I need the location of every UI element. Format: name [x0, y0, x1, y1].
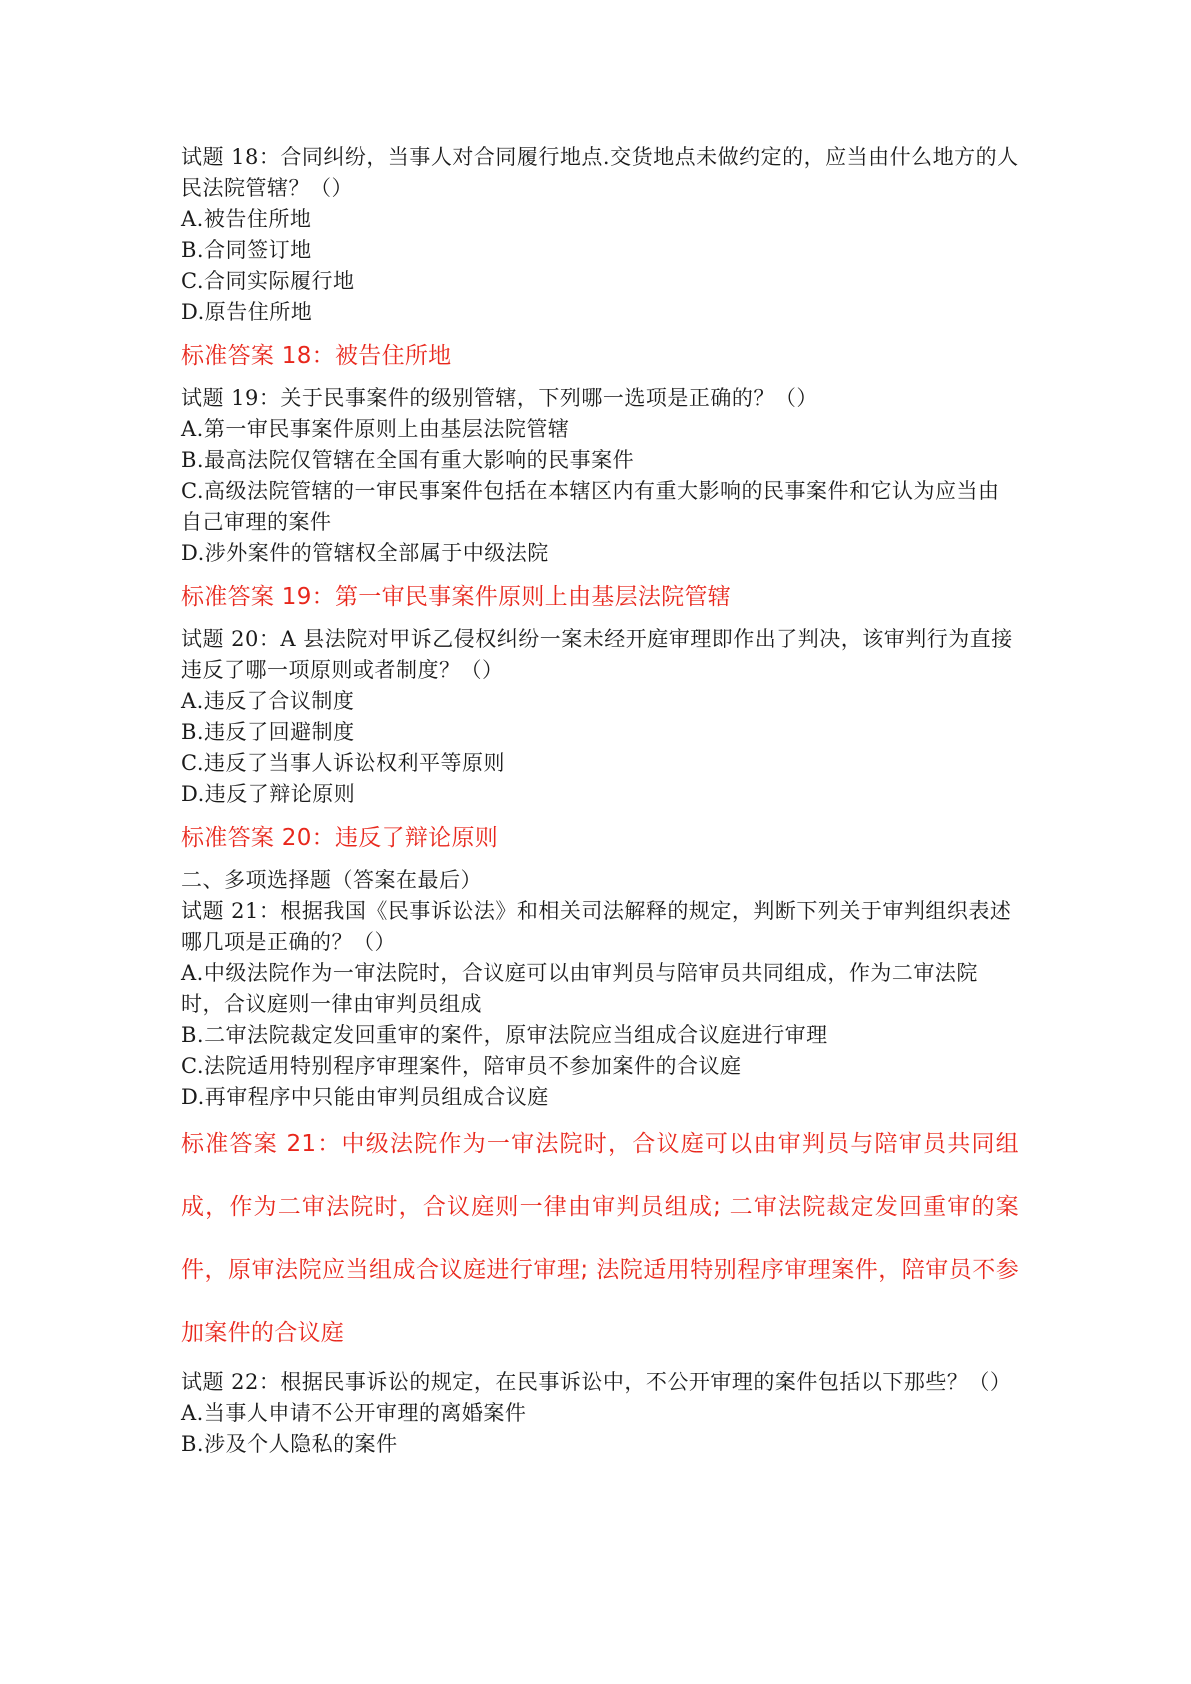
option-a: A.被告住所地: [181, 207, 312, 231]
standard-answer: 标准答案 19：第一审民事案件原则上由基层法院管辖: [181, 584, 732, 610]
question-title: 试题 21：根据我国《民事诉讼法》和相关司法解释的规定，判断下列关于审判组织表述哪几项是正确的？（）: [181, 899, 1012, 954]
question-title: 试题 19：关于民事案件的级别管辖，下列哪一选项是正确的？（）: [181, 386, 818, 410]
option-c: C.法院适用特别程序审理案件，陪审员不参加案件的合议庭: [181, 1054, 742, 1078]
option-c: C.违反了当事人诉讼权利平等原则: [181, 751, 505, 775]
option-c: C.合同实际履行地: [181, 269, 355, 293]
option-a: A.违反了合议制度: [181, 689, 355, 713]
standard-answer: 标准答案 20：违反了辩论原则: [181, 825, 499, 851]
question-22: [181, 1367, 1019, 1460]
option-b: B.最高法院仅管辖在全国有重大影响的民事案件: [181, 448, 635, 472]
option-a: A.中级法院作为一审法院时，合议庭可以由审判员与陪审员共同组成，作为二审法院时，合议庭则一律由审判员组成: [181, 961, 978, 1016]
option-d: D.涉外案件的管辖权全部属于中级法院: [181, 541, 549, 565]
option-d: D.违反了辩论原则: [181, 782, 356, 806]
standard-answer: 标准答案 18：被告住所地: [181, 343, 452, 369]
option-c: C.高级法院管辖的一审民事案件包括在本辖区内有重大影响的民事案件和它认为应当由自己审理的案件: [181, 479, 1000, 534]
option-b: B.违反了回避制度: [181, 720, 355, 744]
question-19: [181, 383, 1019, 615]
option-b: B.涉及个人隐私的案件: [181, 1432, 398, 1456]
standard-answer: 标准答案 21：中级法院作为一审法院时，合议庭可以由审判员与陪审员共同组成，作为二审法院时，合议庭则一律由审判员组成; 二审法院裁定发回重审的案件，原审法院应当组成合议庭进行审理; 法院适用特别程序审理案件，陪审员不参加案件的合议庭: [181, 1131, 1019, 1346]
question-18: [181, 142, 1019, 374]
question-title: 试题 22：根据民事诉讼的规定，在民事诉讼中，不公开审理的案件包括以下那些？（）: [181, 1370, 1012, 1394]
question-title: 试题 18：合同纠纷，当事人对合同履行地点.交货地点未做约定的，应当由什么地方的人民法院管辖？（）: [181, 145, 1019, 200]
option-a: A.第一审民事案件原则上由基层法院管辖: [181, 417, 570, 441]
option-a: A.当事人申请不公开审理的离婚案件: [181, 1401, 527, 1425]
document-content: [181, 142, 1019, 1460]
option-b: B.合同签订地: [181, 238, 312, 262]
section-heading: 二、多项选择题（答案在最后）: [181, 868, 482, 892]
option-b: B.二审法院裁定发回重审的案件，原审法院应当组成合议庭进行审理: [181, 1023, 828, 1047]
question-title: 试题 20：A 县法院对甲诉乙侵权纠纷一案未经开庭审理即作出了判决，该审判行为直接违反了哪一项原则或者制度？（）: [181, 627, 1013, 682]
option-d: D.再审程序中只能由审判员组成合议庭: [181, 1085, 549, 1109]
question-20: [181, 624, 1019, 856]
option-d: D.原告住所地: [181, 300, 313, 324]
question-21: [181, 865, 1019, 1365]
